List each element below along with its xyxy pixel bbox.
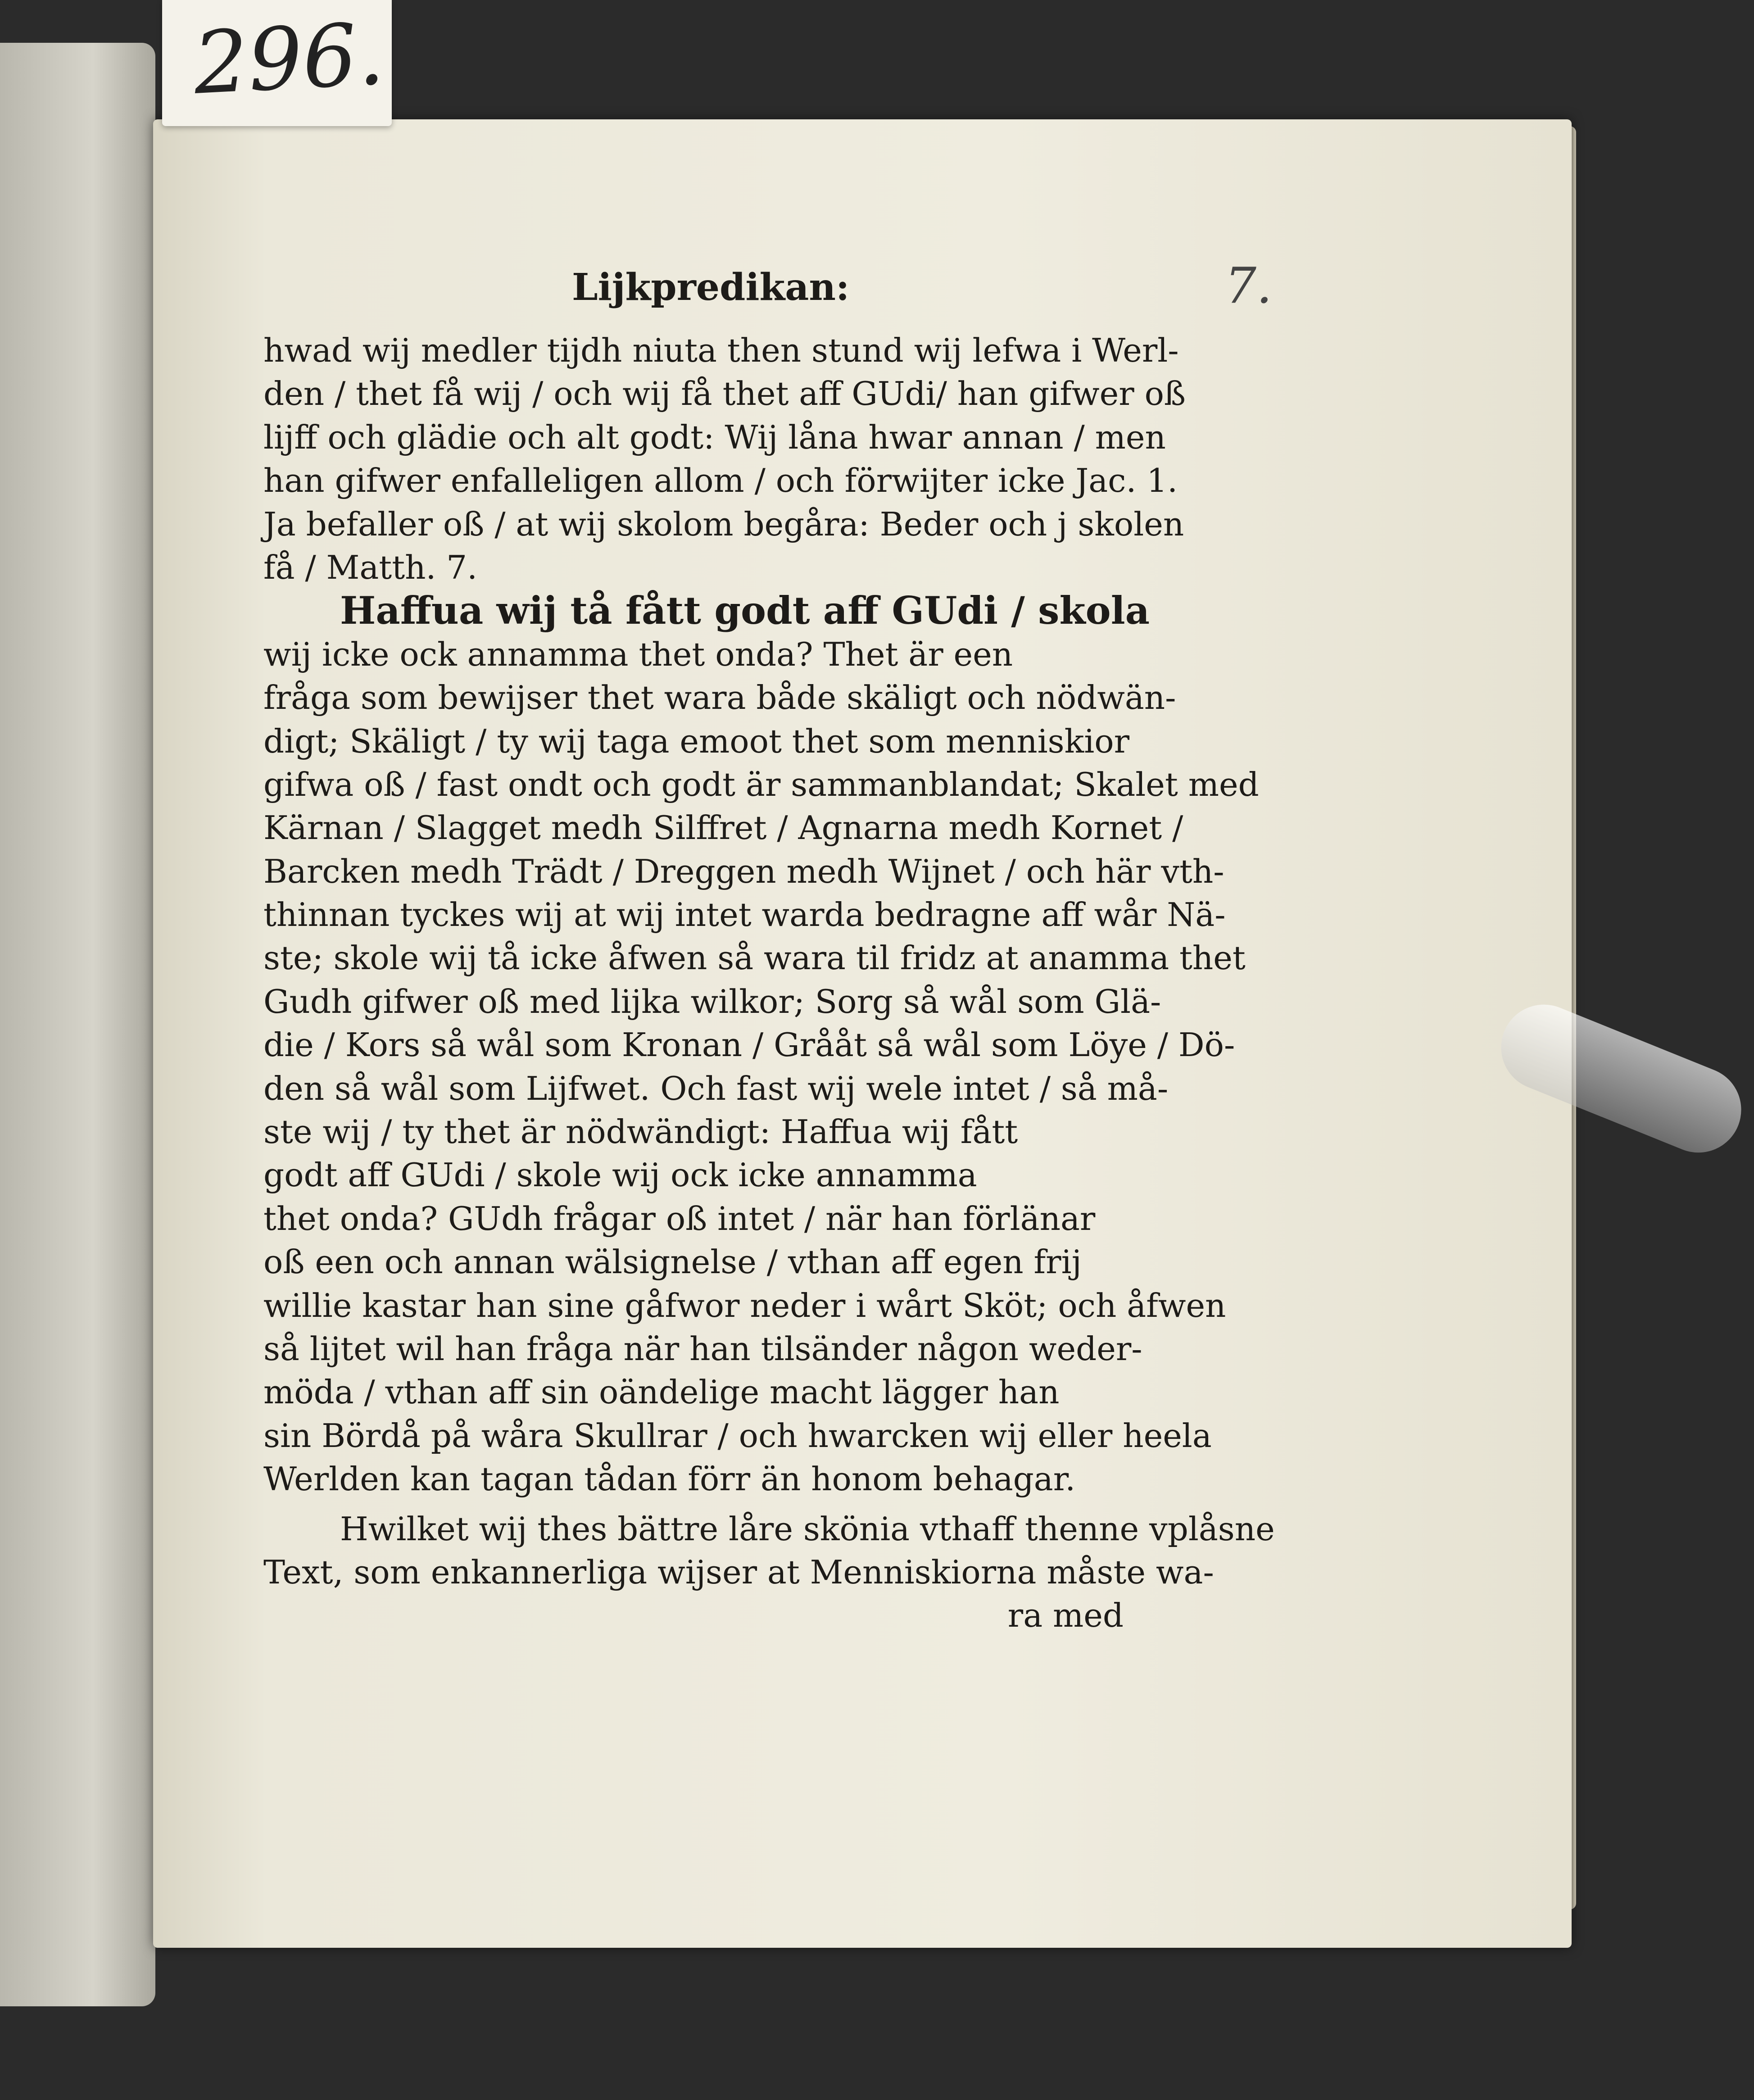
text-line: wij icke ock annamma thet onda? Thet är een xyxy=(263,635,1013,673)
text-line: få / Matth. 7. xyxy=(263,548,477,586)
text-line: Text, som enkannerliga wijser at Menniskiorna måste wa- xyxy=(263,1553,1214,1591)
text-line: die / Kors så wål som Kronan / Grååt så wål som Löye / Dö- xyxy=(263,1026,1235,1064)
text-line: så lijtet wil han fråga när han tilsänder någon weder- xyxy=(263,1329,1142,1368)
text-line: godt aff GUdi / skole wij ock icke annamma xyxy=(263,1156,977,1194)
facing-page-edge xyxy=(0,43,155,2006)
text-line: Ja befaller oß / at wij skolom begåra: Beder och j skolen xyxy=(263,505,1184,543)
text-line: thet onda? GUdh frågar oß intet / när han förlänar xyxy=(263,1199,1096,1238)
text-line: lijff och glädie och alt godt: Wij låna hwar annan / men xyxy=(263,418,1166,456)
text-line: thinnan tyckes wij at wij intet warda bedragne aff wår Nä- xyxy=(263,896,1226,934)
text-line: hwad wij medler tijdh niuta then stund wij lefwa i Werl- xyxy=(263,331,1179,369)
text-line: willie kastar han sine gåfwor neder i wårt Sköt; och åfwen xyxy=(263,1286,1226,1324)
folio-number: 7. xyxy=(1225,257,1272,314)
text-line: oß een och annan wälsignelse / vthan aff egen frij xyxy=(263,1243,1082,1281)
text-line: Gudh gifwer oß med lijka wilkor; Sorg så wål som Glä- xyxy=(263,982,1161,1021)
text-line: han gifwer enfalleligen allom / och förwijter icke Jac. 1. xyxy=(263,462,1178,500)
archive-label-number: 296. xyxy=(191,4,387,113)
text-line: den / thet få wij / och wij få thet aff GUdi/ han gifwer oß xyxy=(263,375,1186,413)
archive-label xyxy=(162,0,392,126)
text-line: Werlden kan tagan tådan förr än honom behagar. xyxy=(263,1460,1076,1498)
text-line: den så wål som Lijfwet. Och fast wij wele intet / så må- xyxy=(263,1069,1169,1107)
text-line: gifwa oß / fast ondt och godt är sammanblandat; Skalet med xyxy=(263,765,1259,803)
text-line: Kärnan / Slagget medh Silffret / Agnarna medh Kornet / xyxy=(263,809,1183,847)
text-line: sin Bördå på wåra Skullrar / och hwarcken wij eller heela xyxy=(263,1416,1212,1455)
text-line: Barcken medh Trädt / Dreggen medh Wijnet / och här vth- xyxy=(263,852,1224,890)
text-line: möda / vthan aff sin oändelige macht lägger han xyxy=(263,1373,1060,1411)
running-head: Lijkpredikan: xyxy=(572,266,850,309)
text-line: ste wij / ty thet är nödwändigt: Haffua wij fått xyxy=(263,1113,1018,1151)
text-line: digt; Skäligt / ty wij taga emoot thet som menniskior xyxy=(263,722,1130,760)
text-line: ra med xyxy=(1007,1597,1124,1635)
body-text xyxy=(263,329,1275,1637)
text-line: Haffua wij tå fått godt aff GUdi / skola xyxy=(340,588,1150,633)
text-line: fråga som bewijser thet wara både skäligt och nödwän- xyxy=(263,679,1176,717)
facing-page-text-fragment xyxy=(5,196,149,237)
text-line: ste; skole wij tå icke åfwen så wara til fridz at anamma thet xyxy=(263,939,1246,977)
text-line: Hwilket wij thes bättre låre skönia vthaff thenne vplåsne xyxy=(340,1510,1275,1548)
paragraph-gap xyxy=(263,1501,1124,1507)
